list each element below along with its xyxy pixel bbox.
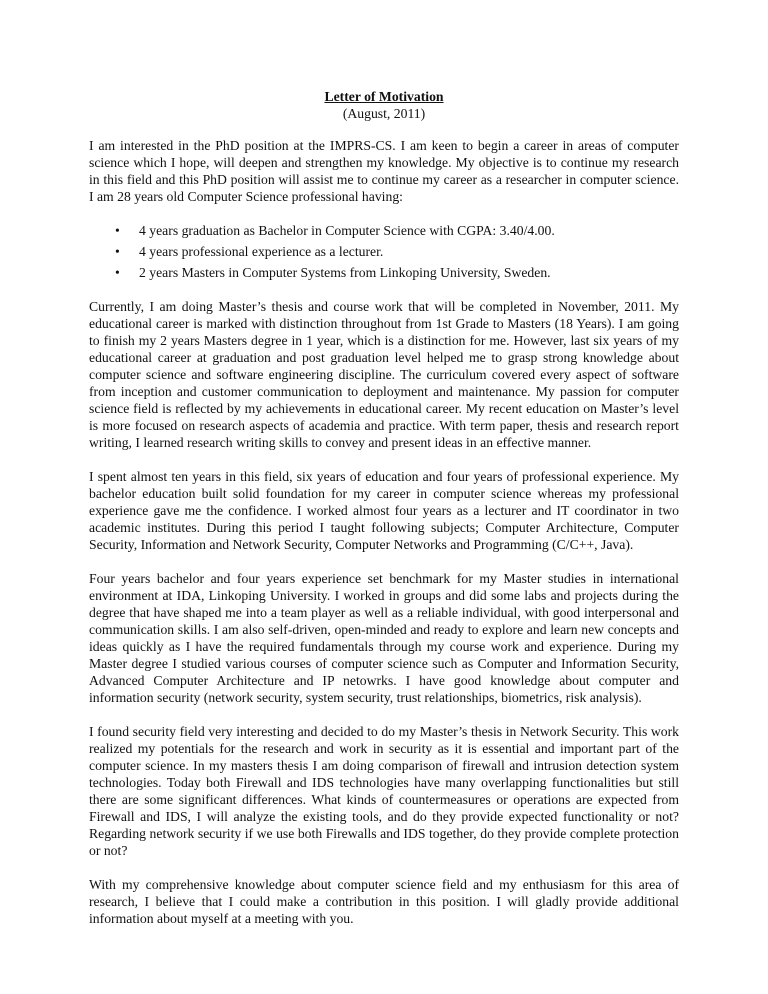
body-paragraph-experience: I spent almost ten years in this field, six years of education and four years of professional experience. My bachelor education built solid foundation for my career in computer science whereas my professional experience gave me the confidence. I worked almost four years as a lecturer and IT coordinator in two academic institutes. During this period I taught following subjects; Computer Architecture, Computer Security, Information and Network Security, Computer Networks and Programming (C/C++, Java). — [89, 469, 679, 552]
letter-date: (August, 2011) — [342, 106, 426, 121]
list-item-text: 2 years Masters in Computer Systems from Linkoping University, Sweden. — [139, 265, 551, 280]
bullet-icon: • — [115, 265, 120, 280]
list-item — [115, 222, 679, 239]
list-item — [115, 264, 679, 281]
bullet-icon: • — [115, 244, 120, 259]
list-item-text: 4 years graduation as Bachelor in Computer Science with CGPA: 3.40/4.00. — [139, 223, 555, 238]
qualification-list — [89, 222, 679, 281]
list-item — [115, 243, 679, 260]
closing-paragraph: With my comprehensive knowledge about computer science field and my enthusiasm for this area of research, I believe that I could make a contribution in this position. I will gladly provide additional information about myself at a meeting with you. — [89, 877, 679, 926]
body-paragraph-masters: Four years bachelor and four years experience set benchmark for my Master studies in international environment at IDA, Linkoping University. I worked in groups and did some labs and projects during the degree that have shaped me into a team player as well as a reliable individual, with good interpersonal and communication skills. I am also self-driven, open-minded and ready to explore and learn new concepts and ideas quickly as I have the required fundamentals through my course work and experience. During my Master degree I studied various courses of computer science such as Computer and Information Security, Advanced Computer Architecture and IP netowrks. I have good knowledge about computer and information security (network security, system security, trust relationships, biometrics, risk analysis). — [89, 571, 679, 705]
body-paragraph-education: Currently, I am doing Master’s thesis and course work that will be completed in November, 2011. My educational career is marked with distinction throughout from 1st Grade to Masters (18 Years). I am going to finish my 2 years Masters degree in 1 year, which is a distinction for me. However, last six years of my educational career at graduation and post graduation level helped me to grasp strong knowledge about computer science and software engineering discipline. The curriculum covered every aspect of software from inception and customer communication to deployment and maintenance. My passion for computer science field is reflected by my achievements in educational career. My recent education on Master’s level is more focused on research aspects of academia and practice. With term paper, thesis and research report writing, I learned research writing skills to convey and present ideas in an effective manner. — [89, 299, 679, 450]
body-paragraph-thesis: I found security field very interesting and decided to do my Master’s thesis in Network Security. This work realized my potentials for the research and work in security as it is essential and important part of the computer science. In my masters thesis I am doing comparison of firewall and intrusion detection system technologies. Today both Firewall and IDS technologies have many overlapping functionalities but still there are some significant differences. What kinds of countermeasures or operations are expected from Firewall and IDS, I will analyze the existing tools, and do they provide expected functionality or not? Regarding network security if we use both Firewalls and IDS together, do they provide complete protection or not? — [89, 724, 679, 858]
bullet-icon: • — [115, 223, 120, 238]
letter-title: Letter of Motivation — [324, 89, 444, 104]
document-page — [89, 88, 679, 944]
intro-paragraph: I am interested in the PhD position at the IMPRS-CS. I am keen to begin a career in areas of computer science which I hope, will deepen and strengthen my knowledge. My objective is to continue my research in this field and this PhD position will assist me to continue my career as a researcher in computer science. I am 28 years old Computer Science professional having: — [89, 138, 679, 204]
list-item-text: 4 years professional experience as a lecturer. — [139, 244, 384, 259]
